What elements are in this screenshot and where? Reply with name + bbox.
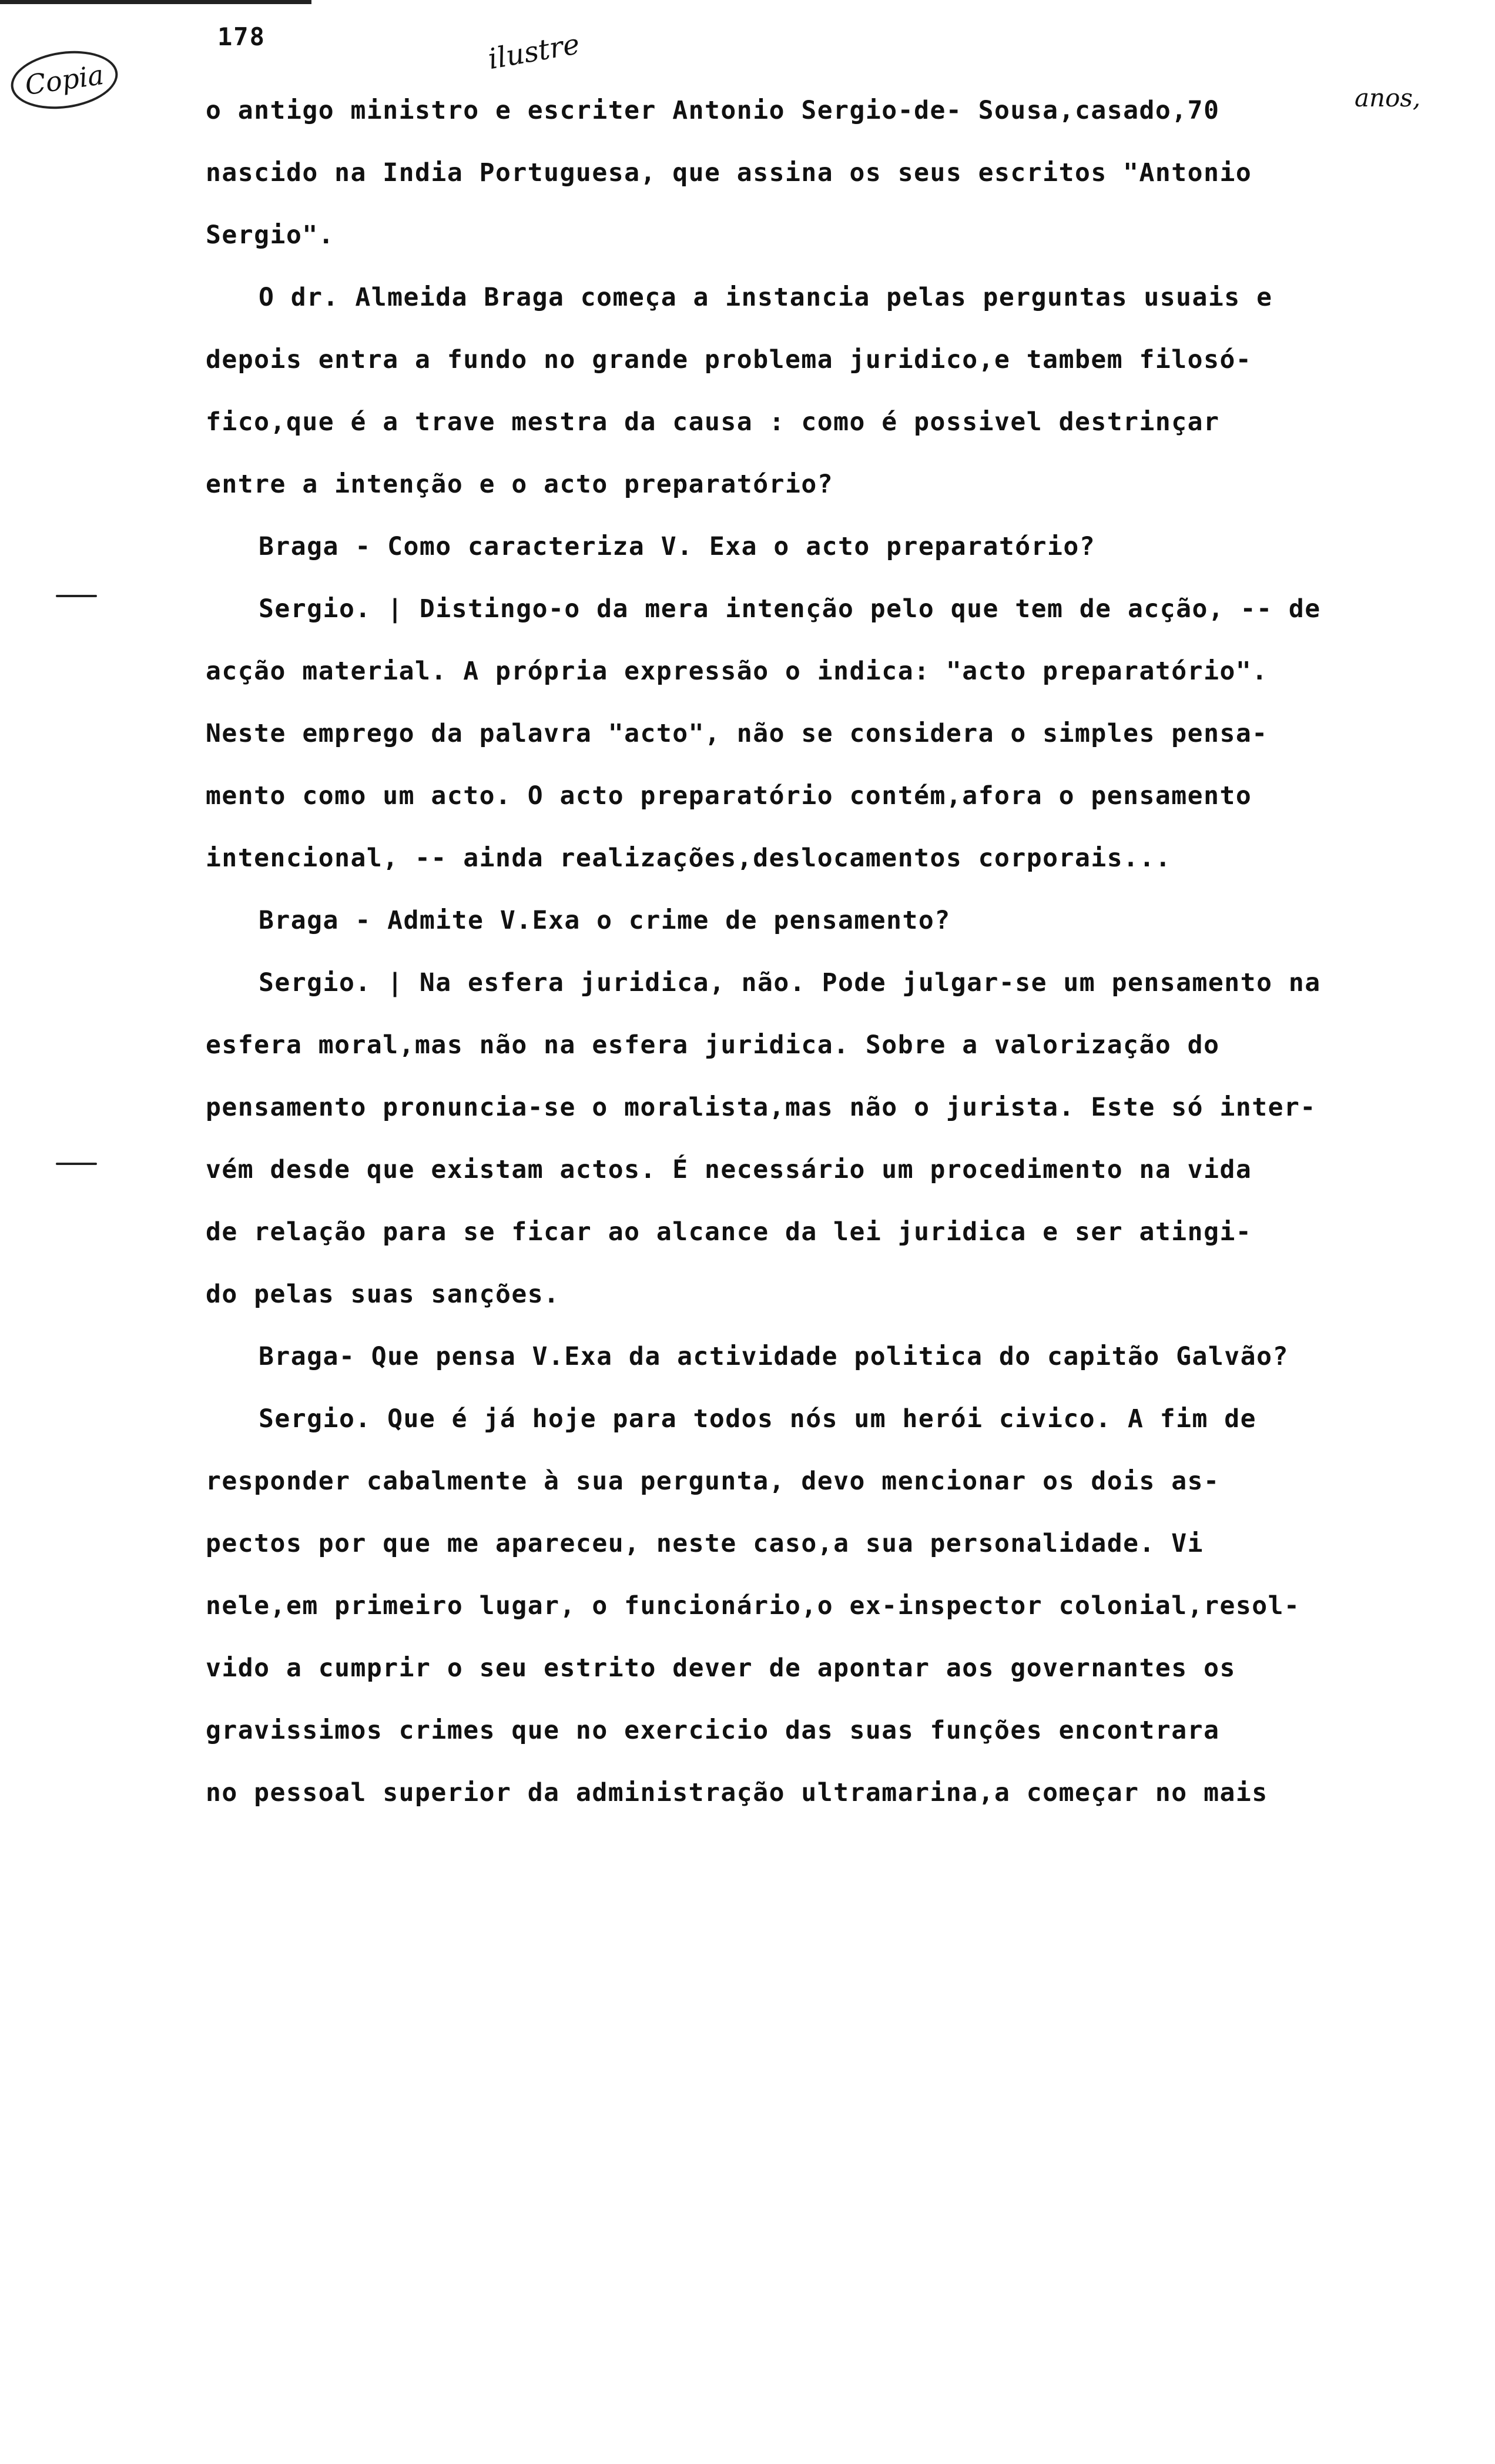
text-line: vém desde que existam actos. É necessário um procedimento na vida (206, 1155, 1252, 1184)
text-line: esfera moral,mas não na esfera juridica. Sobre a valorização do (206, 1030, 1220, 1060)
text-line: Sergio. | Na esfera juridica, não. Pode julgar-se um pensamento na (259, 968, 1321, 997)
text-line: Braga - Admite V.Exa o crime de pensamento? (259, 906, 951, 935)
text-line: O dr. Almeida Braga começa a instancia pelas perguntas usuais e (259, 283, 1273, 312)
text-line: intencional, -- ainda realizações,deslocamentos corporais... (206, 843, 1172, 873)
handwritten-insert: ilustre (485, 27, 582, 76)
text-line: pectos por que me apareceu, neste caso,a sua personalidade. Vi (206, 1529, 1204, 1558)
text-line: depois entra a fundo no grande problema juridico,e tambem filosó- (206, 345, 1252, 374)
text-line: nele,em primeiro lugar, o funcionário,o ex-inspector colonial,resol- (206, 1591, 1300, 1621)
copia-stamp: Copia (7, 45, 122, 116)
text-line: gravissimos crimes que no exercicio das suas funções encontrara (206, 1716, 1220, 1745)
text-line: de relação para se ficar ao alcance da lei juridica e ser atingi- (206, 1217, 1252, 1247)
text-line: pensamento pronuncia-se o moralista,mas não o jurista. Este só inter- (206, 1093, 1316, 1122)
text-line: mento como um acto. O acto preparatório contém,afora o pensamento (206, 781, 1252, 811)
text-line: Braga - Como caracteriza V. Exa o acto preparatório? (259, 532, 1096, 561)
text-line: Sergio. Que é já hoje para todos nós um herói civico. A fim de (259, 1404, 1257, 1434)
text-line: Neste emprego da palavra "acto", não se considera o simples pensa- (206, 719, 1268, 748)
text-line: entre a intenção e o acto preparatório? (206, 470, 834, 499)
text-line: o antigo ministro e escriter Antonio Sergio-de- Sousa,casado,70 (206, 96, 1236, 125)
text-line: Braga- Que pensa V.Exa da actividade politica do capitão Galvão? (259, 1342, 1289, 1371)
handwritten-correction: anos, (1355, 83, 1421, 112)
text-line: Sergio. | Distingo-o da mera intenção pelo que tem de acção, -- de (259, 594, 1321, 624)
top-rule (0, 0, 311, 4)
text-line: acção material. A própria expressão o indica: "acto preparatório". (206, 657, 1268, 686)
text-line: fico,que é a trave mestra da causa : como é possivel destrinçar (206, 407, 1220, 437)
text-line: responder cabalmente à sua pergunta, devo mencionar os dois as- (206, 1467, 1220, 1496)
margin-mark (56, 595, 97, 597)
typed-text-body (206, 79, 1452, 1824)
text-line: vido a cumprir o seu estrito dever de apontar aos governantes os (206, 1653, 1236, 1683)
page-number: 178 (217, 22, 266, 51)
text-line: nascido na India Portuguesa, que assina os seus escritos "Antonio (206, 158, 1252, 188)
text-line: do pelas suas sanções. (206, 1280, 560, 1309)
margin-mark (56, 1163, 97, 1165)
text-line: Sergio". (206, 220, 335, 250)
text-line: no pessoal superior da administração ultramarina,a começar no mais (206, 1778, 1268, 1807)
